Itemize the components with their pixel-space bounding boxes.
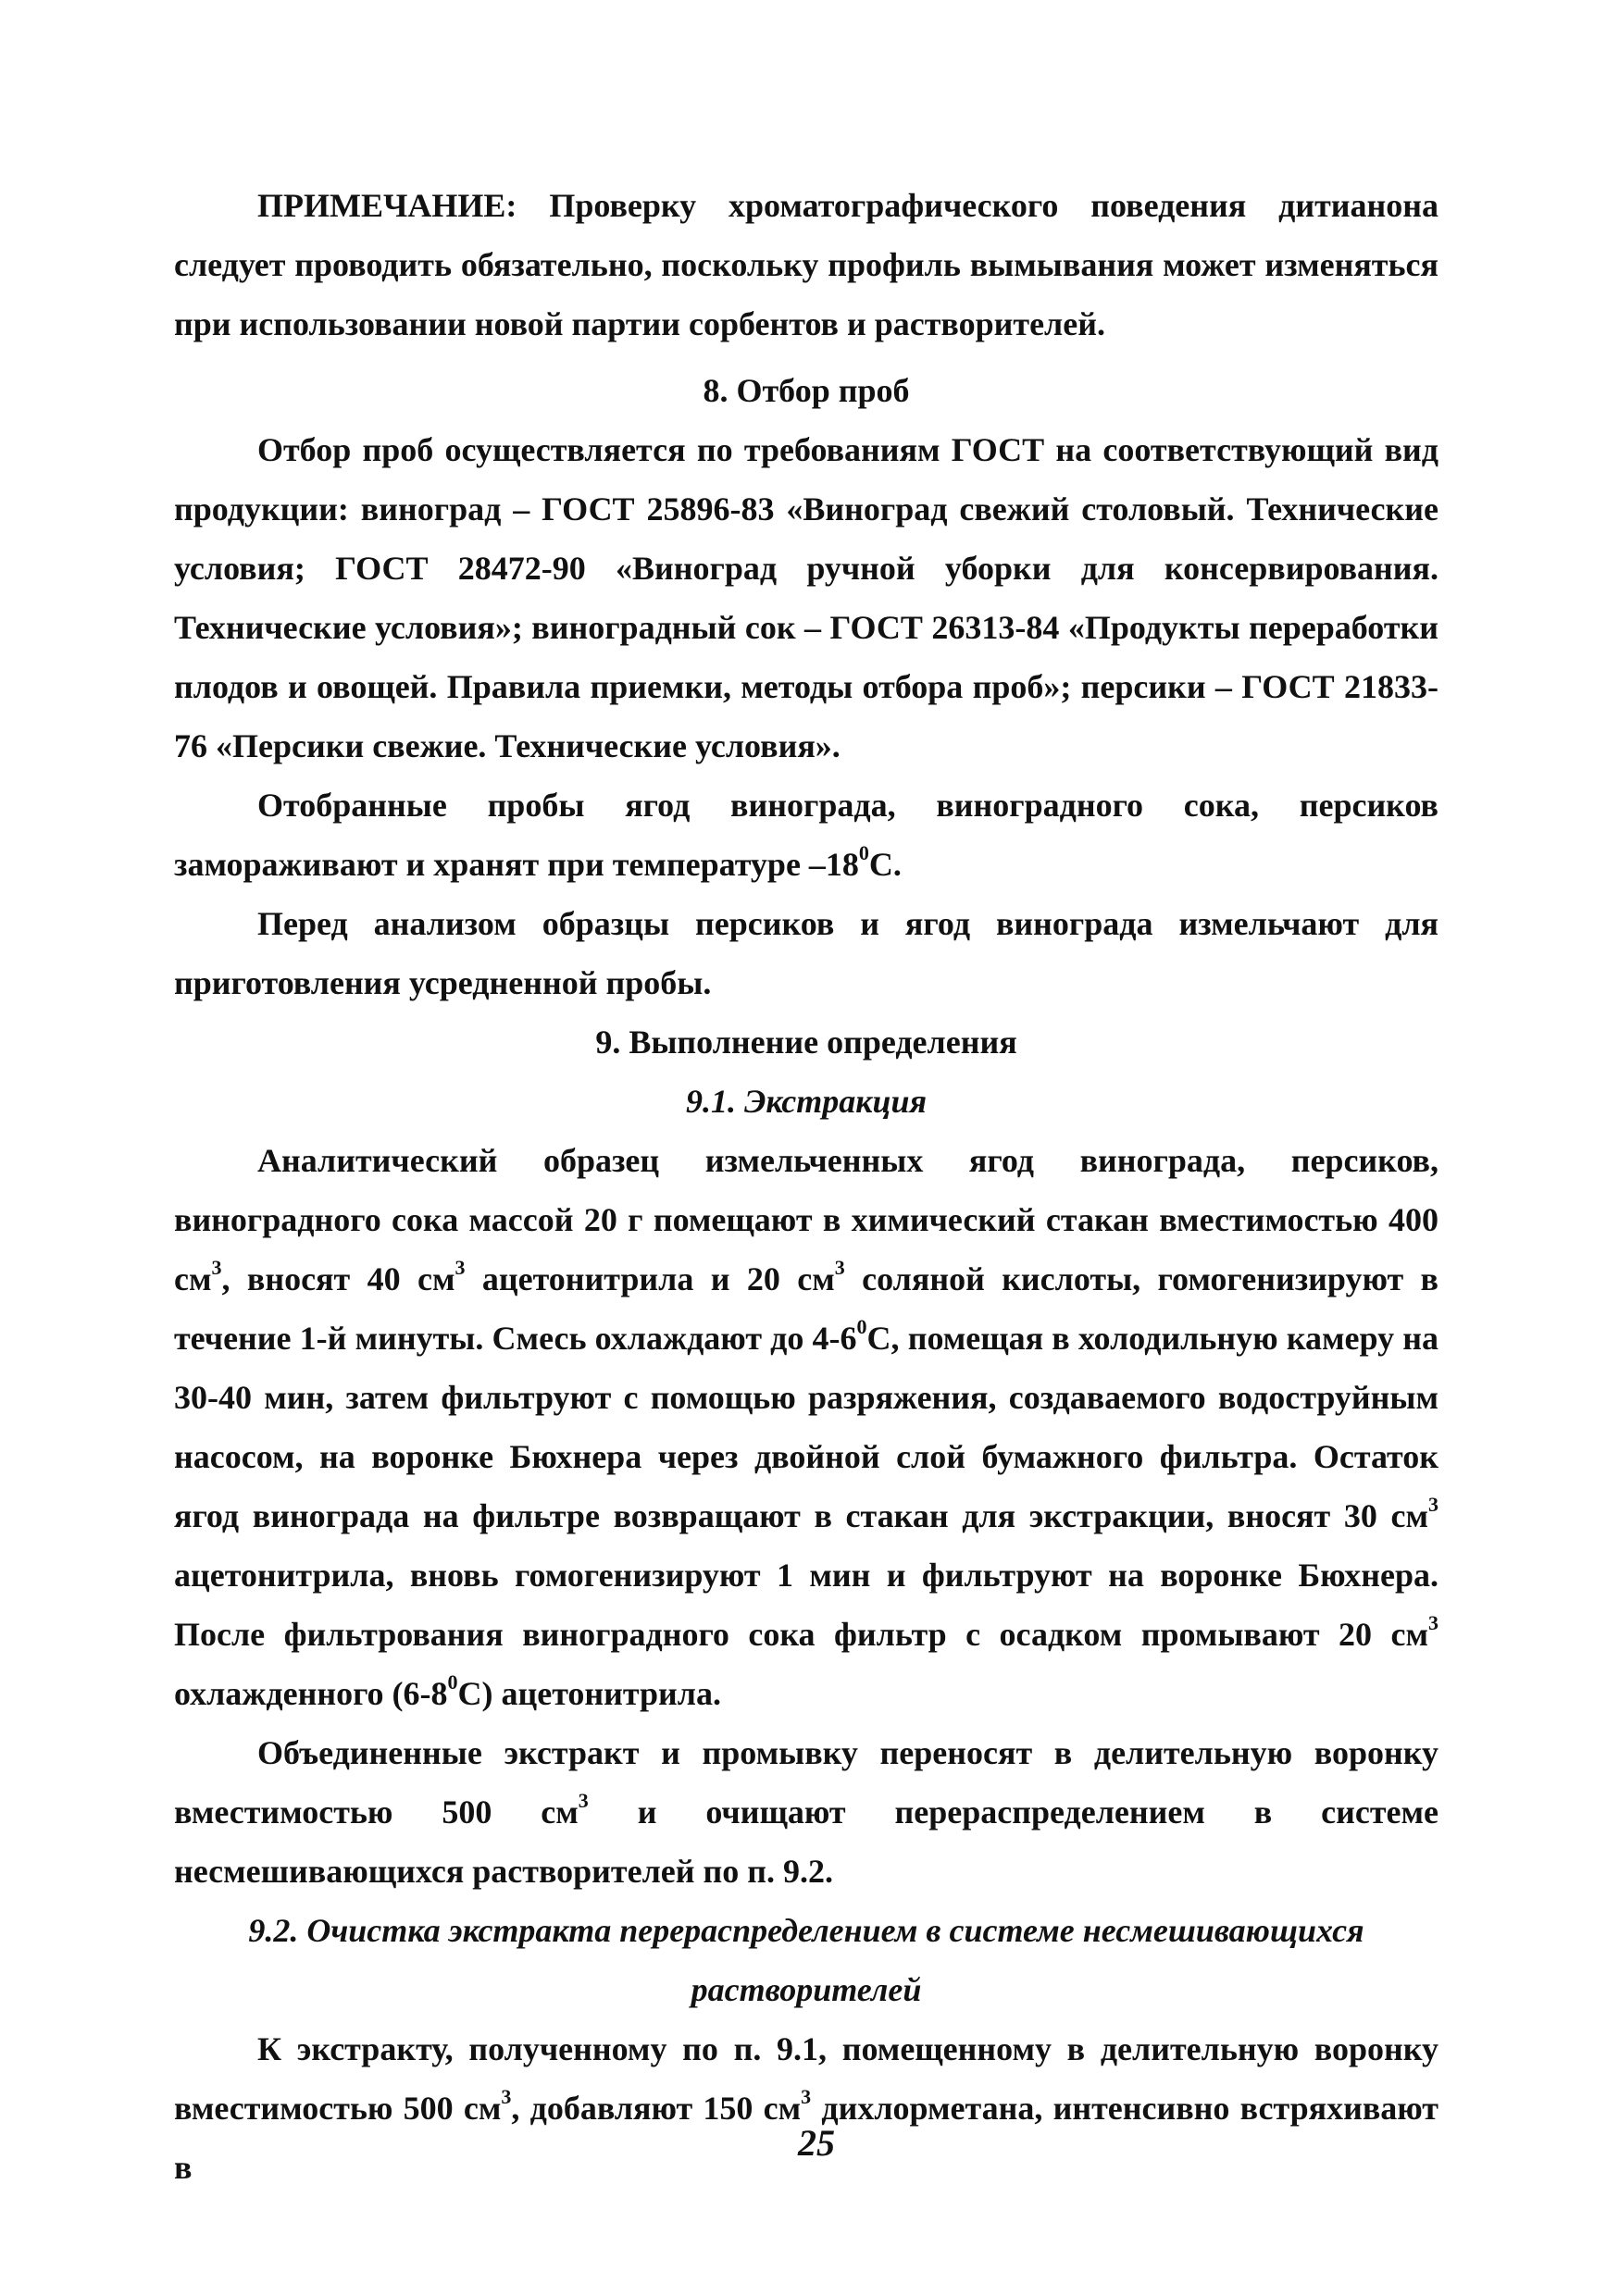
superscript: 0 [856,1315,867,1338]
superscript: 3 [501,2085,512,2108]
superscript: 3 [834,1256,845,1279]
purification-paragraph [174,2019,1438,2197]
superscript: 3 [801,2085,812,2108]
superscript: 3 [455,1256,466,1279]
section-8-heading: 8. Отбор проб [703,372,910,409]
text-run: Объединенные экстракт и промывку переносят в делительную воронку вместимостью 500 см [174,1734,1438,1831]
subsection-9-1-heading: 9.1. Экстракция [685,1083,928,1120]
superscript: 0 [447,1670,458,1694]
storage-paragraph [174,776,1438,894]
preparation-paragraph: Перед анализом образцы персиков и ягод винограда измельчают для приготовления усредненной пробы. [174,905,1438,1001]
sampling-paragraph: Отбор проб осуществляется по требованиям ГОСТ на соответствующий вид продукции: виноград – ГОСТ 25896-83 «Виноград свежий столовый. Технические условия; ГОСТ 28472-90 «Виноград ручной уборки для консервирования. Технические условия»; виноградный сок – ГОСТ 26313-84 «Продукты переработки плодов и овощей. Правила приемки, методы отбора проб»; персики – ГОСТ 21833-76 «Персики свежие. Технические условия». [174,431,1438,764]
text-run: соляной кислоты, гомогенизируют в течение 1-й минуты. Смесь охлаждают до 4-6 [174,1260,1439,1357]
subsection-9-2-heading: 9.2. Очистка экстракта перераспределением в системе несмешивающихся растворителей [248,1912,1364,2008]
text-run: С) ацетонитрила. [457,1675,721,1712]
text-run: охлажденного (6-8 [174,1675,448,1712]
page-number: 25 [798,2122,835,2164]
text-run: , вносят 40 см [221,1260,455,1297]
document-page [174,176,1438,2197]
superscript: 3 [1428,1493,1438,1516]
note-paragraph: ПРИМЕЧАНИЕ: Проверку хроматографического поведения дитианона следует проводить обязательно, поскольку профиль вымывания может изменяться при использовании новой партии сорбентов и растворителей. [174,187,1438,342]
degree-superscript: 0 [858,841,869,864]
text-run: Аналитический образец измельченных ягод винограда, персиков, виноградного сока массой 20 г помещают в химический стакан вместимостью 400 см [174,1142,1438,1297]
text-run: и очищают перераспределением в системе несмешивающихся растворителей по п. 9.2. [174,1793,1438,1890]
text-run: С, помещая в холодильную камеру на 30-40 мин, затем фильтруют с помощью разряжения, создаваемого водоструйным насосом, на воронке Бюхнера через двойной слой бумажного фильтра. Остаток ягод винограда на фильтре возвращают в стакан для экстракции, вносят 30 см [174,1320,1438,1534]
text-run: ацетонитрила, вновь гомогенизируют 1 мин и фильтруют на воронке Бюхнера. После фильтрования виноградного сока фильтр с осадком промывают 20 см [174,1557,1438,1653]
extraction-paragraph [174,1131,1438,1723]
section-9-heading: 9. Выполнение определения [595,1024,1017,1061]
text-run: ацетонитрила и 20 см [465,1260,835,1297]
combined-extract-paragraph [174,1723,1438,1901]
storage-text-end: С. [868,846,902,883]
text-run: дихлорметана, интенсивно встряхивают в [174,2090,1438,2186]
superscript: 3 [1428,1611,1438,1634]
superscript: 3 [578,1789,589,1812]
text-run: , добавляют 150 см [511,2090,802,2127]
text-run: К экстракту, полученному по п. 9.1, помещенному в делительную воронку вместимостью 500 см [174,2030,1438,2127]
superscript: 3 [211,1256,222,1279]
storage-text: Отобранные пробы ягод винограда, виноградного сока, персиков замораживают и хранят при температуре –18 [174,787,1438,883]
